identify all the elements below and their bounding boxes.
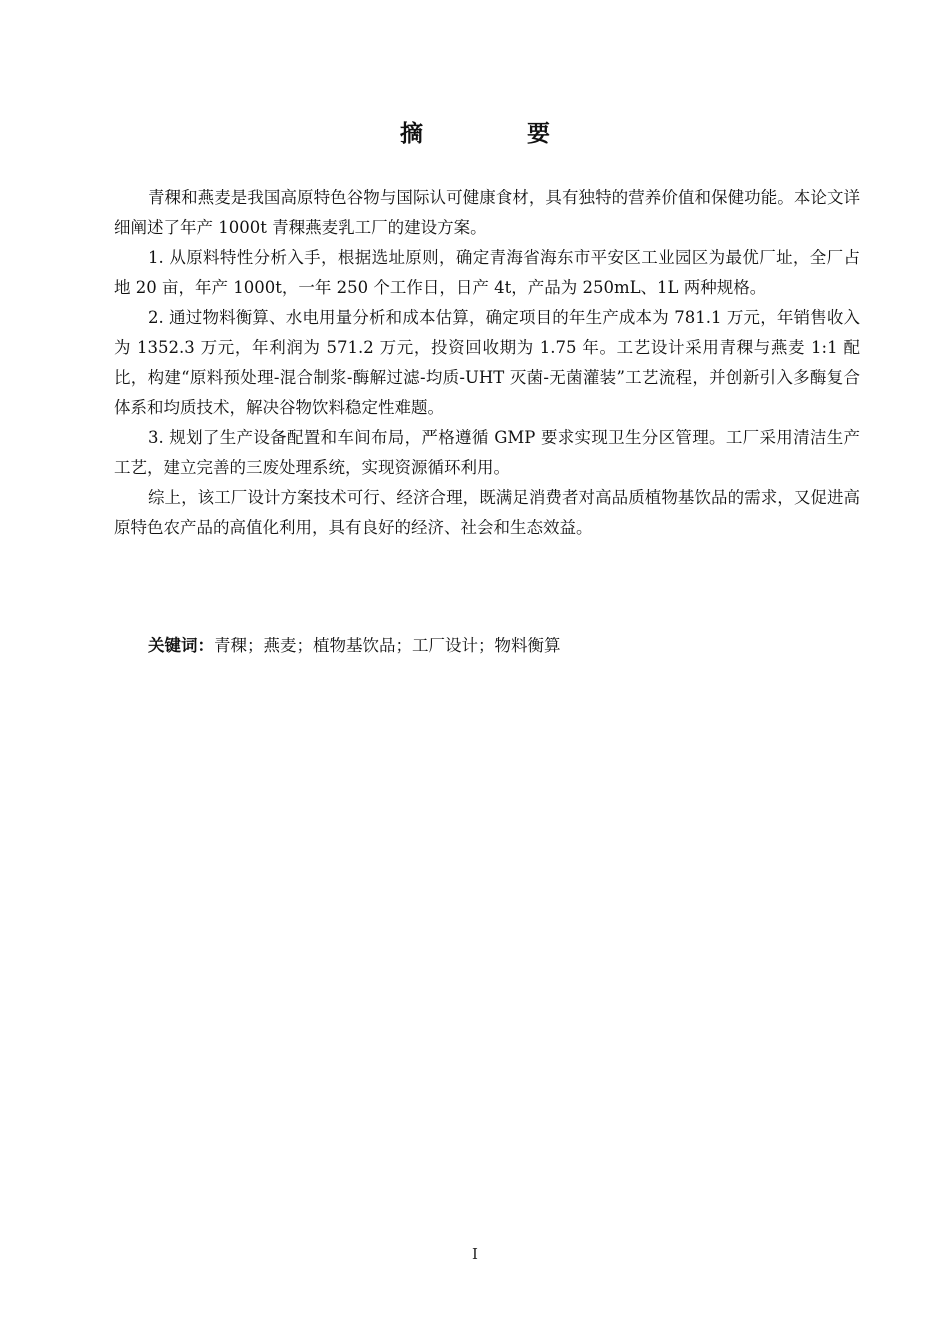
abstract-paragraph: 2. 通过物料衡算、水电用量分析和成本估算，确定项目的年生产成本为 781.1 万元，年销售收入为 1352.3 万元，年利润为 571.2 万元，投资回收期为 1.75 年。工艺设计采用青稞与燕麦 1:1 配比，构建“原料预处理-混合制浆-酶解过滤-均质-UHT 灭菌-无菌灌装”工艺流程，并创新引入多酶复合体系和均质技术，解决谷物饮料稳定性难题。 — [114, 308, 860, 417]
abstract-paragraph: 综上，该工厂设计方案技术可行、经济合理，既满足消费者对高品质植物基饮品的需求，又促进高原特色农产品的高值化利用，具有良好的经济、社会和生态效益。 — [114, 488, 860, 537]
keywords-line — [148, 632, 848, 660]
abstract-paragraph: 3. 规划了生产设备配置和车间布局，严格遵循 GMP 要求实现卫生分区管理。工厂采用清洁生产工艺，建立完善的三废处理系统，实现资源循环利用。 — [114, 428, 860, 477]
abstract-title: 摘 要 — [399, 121, 598, 147]
keywords-text: 青稞；燕麦；植物基饮品；工厂设计；物料衡算 — [214, 636, 561, 655]
abstract-paragraph: 1. 从原料特性分析入手，根据选址原则，确定青海省海东市平安区工业园区为最优厂址，全厂占地 20 亩，年产 1000t，一年 250 个工作日，日产 4t，产品为 250mL、1L 两种规格。 — [114, 248, 860, 297]
abstract-body — [114, 183, 860, 543]
page-number: I — [472, 1245, 478, 1263]
abstract-paragraph: 青稞和燕麦是我国高原特色谷物与国际认可健康食材，具有独特的营养价值和保健功能。本论文详细阐述了年产 1000t 青稞燕麦乳工厂的建设方案。 — [114, 188, 860, 237]
keywords-label: 关键词： — [148, 636, 214, 655]
